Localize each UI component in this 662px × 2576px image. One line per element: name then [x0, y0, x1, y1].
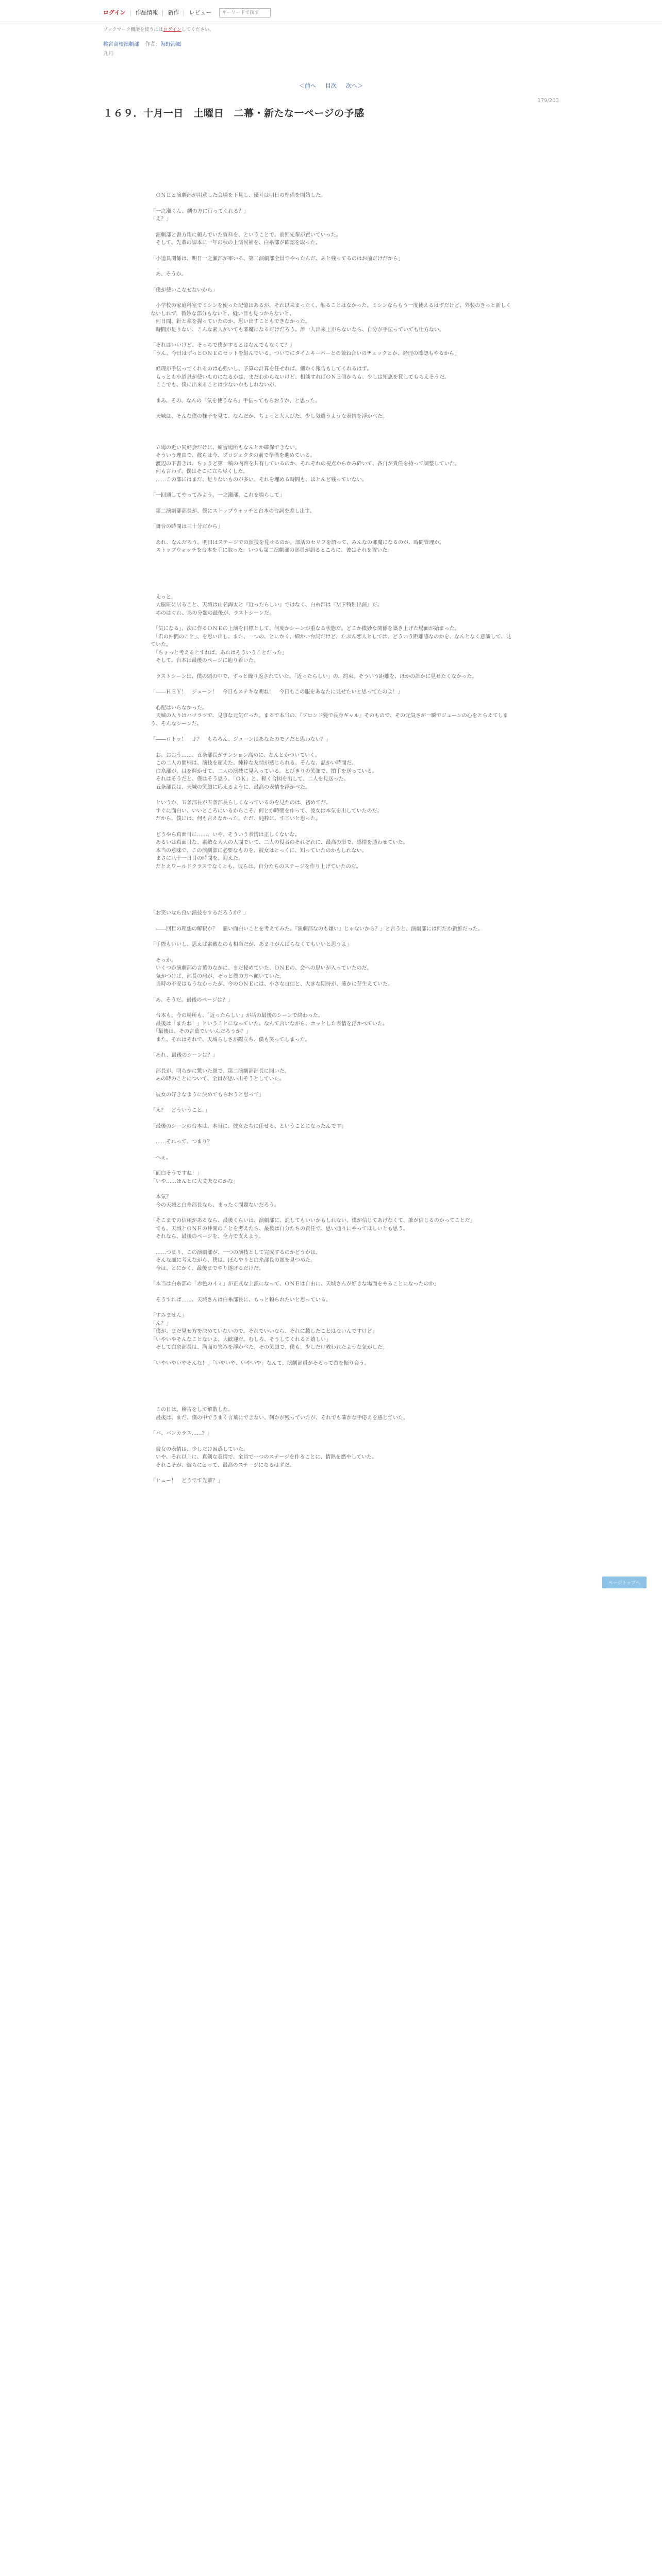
paragraph	[151, 484, 511, 492]
paragraph	[151, 1469, 511, 1477]
paragraph	[151, 358, 511, 365]
paragraph: そして、先輩の脚本に一年の秋の上演候補を、白糸部が確認を取った。	[151, 240, 321, 246]
chapter-number: 179/203	[537, 98, 559, 104]
notice-prefix: ブックマーク機能を使うには	[103, 27, 163, 32]
paragraph: 「舞台の時間は三十分だから」	[151, 524, 223, 530]
paragraph: 「バ、バンカラス……？」	[151, 1431, 212, 1436]
news-link[interactable]: 新作	[163, 10, 184, 16]
paragraph	[151, 744, 511, 752]
paragraph: そして、台本は最後のページに辿り着いた。	[151, 658, 259, 664]
paragraph	[151, 224, 511, 231]
paragraph: 「面白そうですね！」	[151, 1171, 202, 1176]
paragraph	[151, 421, 511, 429]
paragraph	[151, 531, 511, 539]
paragraph: 「そこまでの信頼があるなら、最後くらいは、演劇部に、託してもいいかもしれない。僕が信じてあげなくて、誰が信じるのかってことだ」	[151, 1218, 475, 1224]
paragraph: 本気？	[151, 1194, 171, 1200]
paragraph: 最後は、まだ、僕の中でうまく言葉にできない、何かが残っていたが、それでも確かな手応えを感じていた。	[151, 1415, 408, 1421]
paragraph	[151, 578, 511, 586]
paragraph	[151, 918, 511, 925]
author-link[interactable]: 海野海風	[160, 42, 181, 47]
paragraph	[151, 200, 511, 208]
paragraph: 「え？ どういうこと。」	[151, 1108, 210, 1113]
page-label: 九月	[103, 51, 113, 57]
paragraph	[151, 878, 511, 886]
paragraph: それはそうだと、僕はそう思う。「ＯＫ」と、軽く合図を出して、二人を見送った。	[151, 776, 349, 782]
paragraph: また、それはそれで、天城らしさが際立ち、僕も笑ってしまった。	[151, 1037, 310, 1043]
paragraph: 「お笑いなら良い演技をするだろうか？」	[151, 910, 249, 916]
paragraph	[151, 570, 511, 578]
paragraph: そして白糸部長は、満面の笑みを浮かべた。その笑顔で、僕も、少しだけ救われたような気がした。	[151, 1345, 388, 1350]
paragraph: 台本も、今の場所も、「近ったらしい」が話の最後のシーンで終わった。	[151, 1013, 323, 1019]
author-label: 作者：	[145, 42, 161, 47]
paragraph	[151, 1289, 511, 1296]
paragraph: 天城は、そんな僕の様子を見て、なんだか、ちょっと大人びた、少し気遣うような表情を浮かべた。	[151, 414, 388, 419]
paragraph: 「一回通してやってみよう。一之瀬部、これを鳴らして」	[151, 493, 285, 498]
paragraph: 「いやいやいやそんな！」「いやいや、いやいや」なんて、演劇部員がそろって首を振り合う。	[151, 1360, 370, 1366]
paragraph	[151, 1044, 511, 1052]
paragraph: 今は、とにかく、最後までやり遂げるだけだ。	[151, 1265, 264, 1272]
paragraph	[151, 1241, 511, 1249]
paragraph: もっとも小道具が使いものになるかは、まだわからないけど、相談すればＯＮＥ側からも、少しは知恵を貸してもらえそうだ。	[151, 374, 450, 380]
notice-suffix: してください。	[181, 27, 214, 32]
paragraph	[151, 279, 511, 286]
paragraph: 最後は「またね！」ということになっていた。なんて言いながら、ホッとした表情を浮かべていた。	[151, 1021, 388, 1027]
paragraph	[151, 681, 511, 688]
paragraph: 当時の不安はもうなかったが、今のＯＮＥには、小さな自信と、大きな期待が、確かに芽生えていた。	[151, 981, 393, 987]
paragraph: 「小道具関係は、明日一之瀬部が率いる、第二演劇部全員でやったんだ。あと残ってるのはお前だけだから」	[151, 256, 403, 262]
paragraph: へぇ。	[151, 1155, 171, 1161]
paragraph: あるいは真面目な、素敵な大人の人間でいて、二人の役者のそれぞれに、最高の形で、感情を通わせていた。	[151, 840, 408, 845]
paragraph	[151, 1115, 511, 1123]
paragraph: 「あ、そうだ。最後のページは？」	[151, 997, 233, 1003]
paragraph: 今の天城と白糸部長なら、まったく問題ないだろう。	[151, 1202, 279, 1208]
paragraph: 「一之瀬くん、劇の方に行ってくれる？」	[151, 208, 249, 214]
paragraph: 「うん。今日はずっとＯＮＥのセットを組んでいる。ついでにタイムキーパーとの兼ね合いのチェックとか、経理の確認もやるから」	[151, 350, 459, 357]
paragraph: 「それはいいけど、そっちで僕がするとはなんでもなくて？」	[151, 343, 295, 348]
paragraph: いや、それ以上に、真剣な表情で、全員で一つのステージを作ることに、情熱を燃やしていた。	[151, 1454, 377, 1460]
paragraph: この二人の間柄は、演技を超えた、純粋な友情が感じられる。そんな、温かい時間だ。	[151, 760, 357, 766]
paragraph: 「いや……ほんとに大丈夫なのかな」	[151, 1178, 238, 1184]
paragraph: 本当の意味で、この演劇部に必要なものを、彼女はとっくに、知っていたのかもしれない。	[151, 848, 367, 854]
paragraph	[151, 1352, 511, 1360]
paragraph	[151, 1391, 511, 1398]
toc-link[interactable]: 目次	[325, 82, 337, 89]
paragraph	[151, 334, 511, 342]
paragraph: というか、五条部長が五条部長らしくなっているのを見たのは、初めてだ。	[151, 800, 331, 806]
login-link[interactable]: ログイン	[103, 10, 130, 16]
paragraph: 「いやいやそんなことないよ。大歓迎だ。むしろ、そうしてくれると嬉しい」	[151, 1336, 331, 1343]
paragraph: ……この部にはまだ、足りないものが多い。それを埋める時間も、ほとんど残っていない。	[151, 477, 367, 483]
paragraph: 立場の近い同好会だけに、練習場所もなんとか確保できない。	[151, 445, 300, 451]
paragraph	[151, 989, 511, 996]
paragraph: 「あれ、最後のシーンは？」	[151, 1053, 218, 1058]
paragraph: えっと。	[151, 594, 176, 600]
paragraph: ＯＮＥと演劇部が用意した会場を下見し、優斗は明日の準備を開始した。	[151, 193, 326, 198]
paragraph: 白糸部が、目を輝かせて、二人の演技に見入っている。とびきりの笑顔で、拍手を送っている。	[151, 768, 377, 774]
paragraph: 小学校の家庭科室でミシンを使った記憶はあるが、それ以来まったく、触ることはなかった。ミシンならもう一度使えるはずだけど、外装のきっと新しくないしれず、微妙な部分もないと、縫い目も見つからないと、	[151, 303, 511, 317]
paragraph: まさに八十一日目の時間を、迎えた。	[151, 856, 243, 861]
paragraph: ストップウォッチを台本を手に取った。いつも第二演劇部の部員が居るところに、彼はそれを置いた。	[151, 548, 393, 553]
review-link[interactable]: レビュー	[189, 9, 212, 16]
paragraph	[151, 665, 511, 673]
paragraph: 何も言わず、僕はそこに立ち尽くした。	[151, 469, 249, 474]
paragraph: 大脇班に居ること、天城は山名海太と『近ったらしい』ではなく、白糸部は『ＭＦ特別出演』だ。	[151, 602, 383, 608]
paragraph: あの時のことについて、全員が思い出そうとしていた。	[151, 1076, 285, 1082]
paragraph: 天城の入りはハツラツで、見事な元気だった。まるで本当の、『ブロンド髪で長身ギャル』そのもので、その元気さが一瞬でジューンの心をとらえてしまう、そんなシーンだ。	[151, 713, 508, 727]
paragraph: ……つまり、この演劇部が、一つの演技として完成するのかどうかは。	[151, 1249, 321, 1256]
paragraph	[151, 1130, 511, 1138]
paragraph	[151, 263, 511, 270]
paragraph: 「君の仲間のこと」、を思い出し、また、一つの、とにかく、細かい台詞だけど、たぶん恋人としては、どういう距離感なのかを、なんとなく意識して、見ていた。	[151, 634, 511, 648]
paragraph: それなら、最後のページを、全力で支えよう。	[151, 1234, 264, 1240]
paragraph: だとえワールドクラスでなくとも、彼らは、自分たちのステージを作り上げていたのだ。	[151, 863, 361, 870]
prev-link[interactable]: ＜前へ	[299, 82, 316, 89]
paragraph	[151, 1438, 511, 1446]
paragraph: あ、そうか。	[151, 272, 187, 277]
paragraph: 渡辺の下書きは、ちょうど第一稿の内容を共有しているのか、それぞれの視点からかみ砕いて、各自が責任を持って調整していた。	[151, 461, 460, 467]
paragraph: 「――ロトッ！ Ｊ？ もちろん、ジューンはあなたのモノだと思わない？」	[151, 737, 331, 742]
paragraph	[151, 871, 511, 878]
paragraph: この日は、稽古をして解散した。	[151, 1407, 233, 1413]
next-link[interactable]: 次へ＞	[346, 82, 363, 89]
paragraph	[151, 1422, 511, 1430]
paragraph: 「――ＨＥＹ！ ジューン！ 今日もステキな朝ね！ 今日もこの服をあなたに見せたいと思ってたのよ！」	[151, 689, 403, 695]
paragraph	[151, 933, 511, 941]
paragraph: 「最後のシーンの台本は、本当に、彼女たちに任せる、ということになったんです」	[151, 1123, 346, 1129]
paragraph	[151, 389, 511, 397]
paragraph: それこそが、彼らにとって、最高のステージになるはずだ。	[151, 1462, 295, 1468]
paragraph: 「ヒュー！ どうです先輩？」	[151, 1478, 223, 1484]
series-title-link[interactable]: 桃宮高校演劇部	[103, 42, 139, 47]
paragraph	[151, 563, 511, 570]
paragraph	[151, 902, 511, 909]
paragraph: 「え？」	[151, 216, 171, 222]
top-navigation	[103, 7, 271, 19]
paragraph	[151, 586, 511, 594]
paragraph	[151, 1146, 511, 1154]
paragraph	[151, 1375, 511, 1383]
paragraph	[151, 1004, 511, 1012]
paragraph: ラストシーンは、僕の頭の中で、ずっと繰り返されていた。「近ったらしい」の、約束。そういう距離を、ほかの誰かに見せたくなかった。	[151, 673, 477, 680]
paragraph	[151, 1383, 511, 1391]
paragraph: 部長が、明らかに驚いた顔で、第二演劇部部長に聞いた。	[151, 1068, 290, 1074]
paragraph	[151, 894, 511, 902]
paragraph: でも、天城とＯＮＥの仲間のことを考えたら、最後は自分たちの責任で、思い通りにやってほしいとも思う。	[151, 1226, 408, 1232]
paragraph: 演劇部と書方用に頼んでいた資料を、ということで、前回先輩が置いていった。	[151, 232, 341, 238]
paragraph: 赤のはぐれ、あの分類の最後が、ラストシーンだ。	[151, 610, 275, 616]
paragraph: 「僕が使いこなせないから」	[151, 287, 218, 293]
paragraph	[151, 617, 511, 625]
paragraph	[151, 1398, 511, 1406]
paragraph	[151, 294, 511, 302]
paragraph: 彼女の表情は、少しだけ困惑していた。	[151, 1446, 249, 1452]
paragraph: 時間が足りない、こんな素人がいても邪魔になるだけだろう。誰一人出来上がらないなら、自分が手伝っていても仕方ない。	[151, 327, 444, 333]
paragraph: ――回目の理想の解釈か？ 悪い面白いことを考えてみた。『演劇部なのも嫌い』じゃないから？」と言うと、演劇部には何だか新鮮だった。	[151, 926, 483, 932]
paragraph: そんな風に考えながら、僕は、ぼんやりと白糸部長の顔を見つめた。	[151, 1258, 316, 1263]
paragraph	[151, 555, 511, 563]
paragraph: ここでも、僕に出来ることは少ないかもしれないが、	[151, 382, 279, 388]
works-link[interactable]: 作品情報	[130, 10, 163, 16]
paragraph	[151, 405, 511, 413]
paragraph: お、おおう……、五条部長がテンション高めに、なんとかついていく。	[151, 752, 320, 758]
paragraph: 「手際もいいし、思えば素敵なのも相当だが、あまりがんばらなくてもいいと思うよ」	[151, 942, 352, 947]
paragraph: すぐに面白い、いいところにいるからこそ、何とか時間を作って、彼女は本気を出していたのだ。	[151, 808, 383, 814]
chapter-title: １６９．十月一日 土曜日 二幕・新たな一ページの予感	[103, 108, 365, 119]
paragraph: どうやら真面目に……、いや、そういう表情は正しくないな。	[151, 832, 300, 838]
paragraph	[151, 247, 511, 255]
paragraph: だから、僕には、何も言えなかった。ただ、純粋に、すごいと思った。	[151, 816, 321, 822]
paragraph: 「すみません」	[151, 1313, 187, 1318]
notice-login-link[interactable]: ログイン	[163, 27, 181, 32]
paragraph	[151, 429, 511, 436]
paragraph	[151, 697, 511, 704]
paragraph	[151, 791, 511, 799]
paragraph: 「本当は白糸部の「赤色のイミ」が正式な上演になって、ＯＮＥは自由に、天城さんが好きな場面をやることになったのか」	[151, 1281, 439, 1287]
paragraph	[151, 1099, 511, 1107]
paragraph: そうすれば……、天城さんは白糸部長に、もっと頼られたいと思っている。	[151, 1297, 331, 1303]
paragraph: 心配はいらなかった。	[151, 705, 207, 711]
paragraph: 「ちょっと考えるとすれば、あれはそういうことだった」	[151, 650, 287, 656]
paragraph	[151, 886, 511, 894]
paragraph: いくつか演劇部の言葉のなかに、まだ秘めていた、ＯＮＥの、会への思いが入っていたのだ。	[151, 965, 372, 971]
paragraph	[151, 1162, 511, 1170]
paragraph: 何日間、針と糸を握っていたのか、思い出すこともできなかった。	[151, 319, 310, 325]
main-content	[103, 26, 559, 1485]
paragraph	[151, 1185, 511, 1193]
paragraph	[151, 949, 511, 957]
paragraph: まあ、その、なんの「気を使うなら」手伝ってもらおうか、と思った。	[151, 398, 321, 404]
paragraph	[151, 500, 511, 507]
paragraph	[151, 1273, 511, 1280]
paragraph	[151, 823, 511, 831]
paragraph: そっか。	[151, 957, 176, 963]
pager	[103, 81, 559, 90]
paragraph: 気がつけば、部長の肩が、そっと僕の方へ傾いていた。	[151, 973, 285, 979]
paragraph	[151, 1209, 511, 1217]
paragraph: ……それって、つまり？	[151, 1139, 212, 1145]
paragraph: そういう理由で、彼らは今、プロジェクタの前で準備を進めている。	[151, 453, 316, 459]
paragraph	[151, 1367, 511, 1375]
chapter-body	[151, 192, 511, 1485]
paragraph	[151, 515, 511, 523]
paragraph: 「最後は、その言葉でいいんだろうか？」	[151, 1029, 251, 1035]
paragraph: 「ん？」	[151, 1320, 171, 1327]
bookmark-notice	[103, 26, 559, 32]
paragraph	[151, 436, 511, 444]
search-input[interactable]	[219, 8, 271, 18]
paragraph: 「気になる」、次に作るＯＮＥの上演を目標として、何度かシーンが重なる状態だ。どこか微妙な関係を築き上げた場面が始まった。	[151, 626, 460, 632]
paragraph: 「彼女の好きなように決めてもらおうと思って」	[151, 1092, 264, 1098]
paragraph: 「僕が、まだ見せ方を決めていないので。それでいいなら、それに越したことはないんですけど」	[151, 1329, 377, 1334]
paragraph	[151, 1083, 511, 1091]
paragraph	[151, 1060, 511, 1067]
paragraph: 経理が手伝ってくれるのは心強いし、予算の計算を任せれば、細かく報告もしてくれるはず。	[151, 366, 372, 372]
paragraph: 五条部長は、天城の笑顔に応えるように、最高の表情を浮かべた。	[151, 784, 310, 790]
paragraph	[151, 728, 511, 736]
page-top-button[interactable]: ページトップへ	[602, 1577, 647, 1588]
series-info	[103, 40, 559, 47]
paragraph: 第二演劇部部長が、僕にストップウォッチと台本の台詞を差し出す。	[151, 508, 315, 514]
paragraph	[151, 1304, 511, 1312]
paragraph: あれ、なんだろう。明日はステージでの演技を見せるのか。部活のセリフを語って、みんなの邪魔になるのが、時間管理か。	[151, 539, 444, 546]
